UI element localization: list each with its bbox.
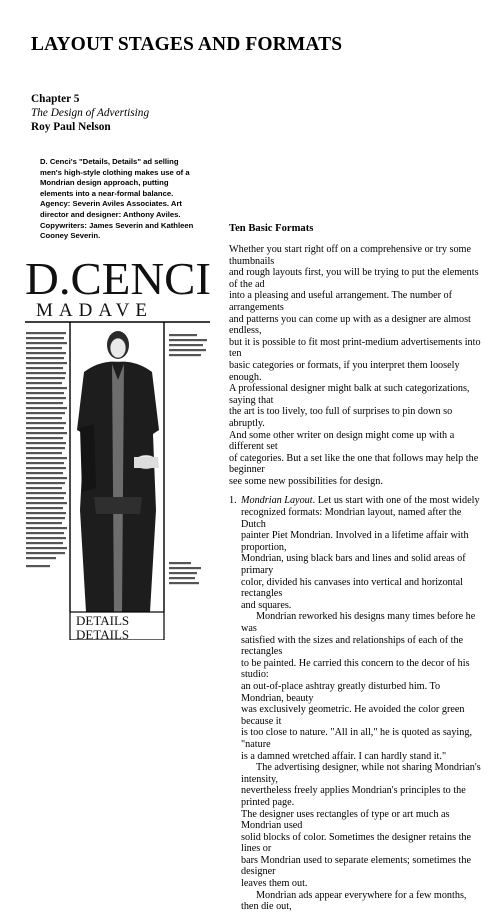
book-title: The Design of Advertising [31,107,150,119]
main-column [229,223,481,913]
figure-caption: D. Cenci's "Details, Details" ad selling men's high-style clothing makes use of a Mondrian design approach, putting elements into a near-formal balance. Agency: Severin Aviles Associates. Art director and designer: Anthony Aviles. Copywriters: James Severin and Kathleen Cooney Severin. [40,157,194,241]
ad-illustration [22,252,215,640]
source-block [31,92,149,134]
author-name: Roy Paul Nelson [31,121,111,133]
format-term: Mondrian Layout [241,495,313,507]
model-figure [77,331,159,612]
intro-paragraph: Whether you start right off on a comprehensive or try some thumbnails and rough layouts first, you will be trying to put the elements of the ad into a pleasing and useful arrangement. The number of arrangements and patterns you can come up with as a designer are almost endless, but it is possible to fit most print-medium advertisements into ten basic categories or formats, if you interpret them loosely enough. A professional designer might balk at such categorizations, saying that the art is too lively, too full of surprises to pin down so abruptly. And some other writer on design might come up with a different set of categories. But a set like the one that follows may help the beginner see some new possibilities for design. [229,244,481,487]
section-heading: Ten Basic Formats [229,223,314,234]
page-title: LAYOUT STAGES AND FORMATS [31,34,343,55]
ad-address-block [169,334,207,584]
ad-headline-1: DETAILS [76,613,130,628]
list-item-first-line: Mondrian Layout. Let us start with one of the most widely [241,495,480,507]
ad-body-copy [26,332,67,567]
list-number: 1. [229,495,237,507]
ad-logo: D.CENCI [25,253,211,304]
ad-subtitle: MADAVE [36,300,153,321]
chapter-label: Chapter 5 [31,93,80,105]
list-item-mondrian: 1. Mondrian Layout. Let us start with one of the most widely recognized formats: Mondrian layout, named after the Dutch painter Piet Mondrian. Involved in a lifetime affair with proportion, Mondrian, using black bars and lines and solid areas of primary color, divided his canvases into vertical and horizontal rectangles and squares. Mondrian reworked his designs many times before he was satisfied with the sizes and relationships of each of the rectangles to be painted. He carried this concern to the decor of his studio: an out-of-place ashtray greatly disturbed him. To Mondrian, beauty was exclusively geometric. He avoided the color green because it is too close to nature. "All in all," he is quoted as saying, "nature is a damned wretched affair. I can hardly stand it." The advertising designer, while not sharing Mondrian's intensity, nevertheless freely applies Mondrian's principles to the printed page. The designer uses rectangles of type or art much as Mondrian used solid blocks of color. Sometimes the designer retains the lines or bars Mondrian used to separate elements; sometimes the designer leaves them out. Mondrian ads appear everywhere for a few months, then die out, [229,495,481,913]
ad-headline-2: DETAILS [76,627,130,640]
